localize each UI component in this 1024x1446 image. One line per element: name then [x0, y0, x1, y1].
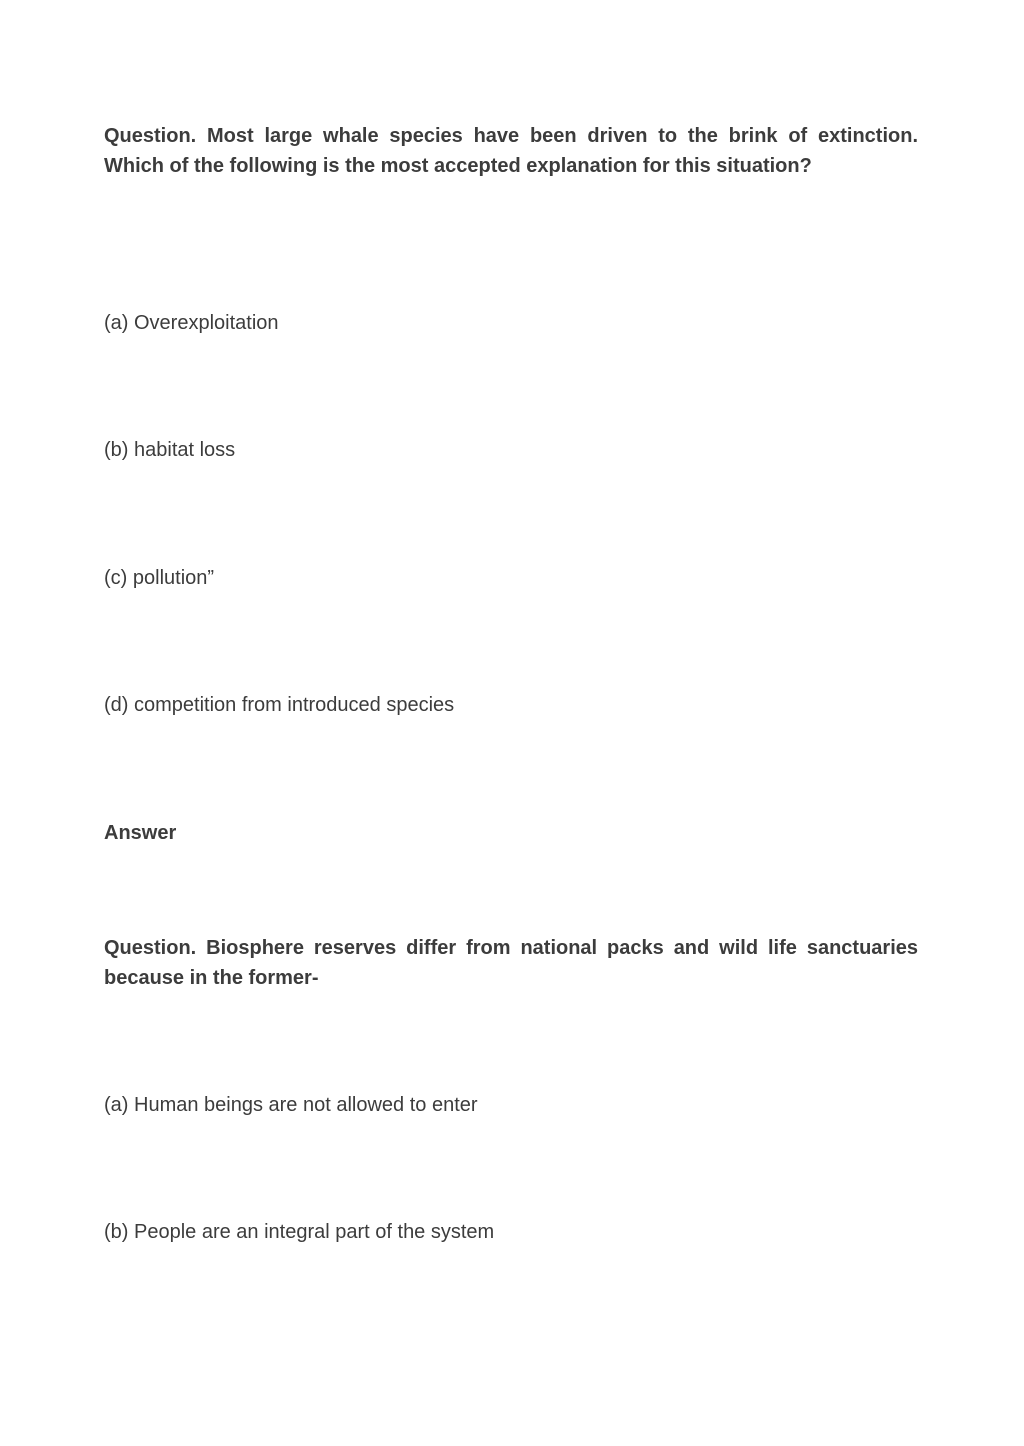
question-1-option-d: (d) competition from introduced species [104, 694, 455, 716]
question-1-text: Question. Most large whale species have been driven to the brink of extinction. Which of the following is the most accepted explanation for this situation? [104, 125, 918, 177]
question-1-option-b: (b) habitat loss [104, 439, 236, 461]
question-2-option-b: (b) People are an integral part of the system [104, 1221, 495, 1243]
question-2-text: Question. Biosphere reserves differ from national packs and wild life sanctuaries because in the former- [104, 937, 918, 989]
question-2-option-a: (a) Human beings are not allowed to enter [104, 1094, 478, 1116]
question-1-option-c: (c) pollution” [104, 567, 215, 589]
question-1-option-a: (a) Overexploitation [104, 312, 279, 334]
question-1-answer-label: Answer [104, 822, 177, 844]
